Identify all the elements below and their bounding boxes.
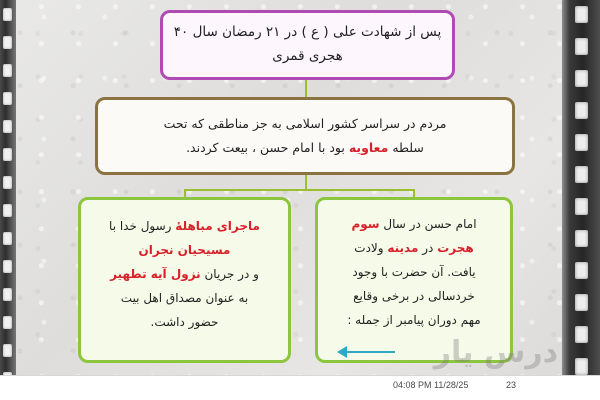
right-line2-mid: در (418, 241, 438, 255)
second-line2-prefix: سلطه (388, 140, 424, 155)
connector-top-to-second (305, 80, 307, 97)
left-line4: به عنوان مصداق اهل بیت (120, 291, 249, 305)
left-line1-rest: رسول خدا با (109, 219, 176, 233)
left-line3-highlight: نزول آیه تطهیر (110, 267, 201, 281)
right-line2-suffix: ولادت (354, 241, 388, 255)
second-line2-highlight: معاویه (348, 140, 389, 155)
node-second-text (164, 112, 447, 160)
watermark-text: درس یار (433, 335, 558, 370)
left-line3-prefix: و در جریان (200, 267, 259, 281)
right-line1-highlight: سوم (351, 217, 380, 231)
node-top-statement (160, 10, 455, 80)
left-line1-highlight: ماجرای مباهلهٔ (175, 219, 260, 233)
node-left-text (93, 208, 276, 334)
right-line4: خردسالی در برخی وقایع (353, 289, 475, 303)
timestamp-label: 04:08 PM 11/28/25 (393, 380, 469, 390)
node-mubahala-statement (78, 197, 291, 363)
right-line3: یافت. آن حضرت با وجود (352, 265, 476, 279)
node-allegiance-statement (95, 97, 515, 175)
right-line5: مهم دوران پیامبر از جمله : (347, 313, 481, 327)
footer-bar (0, 375, 600, 400)
node-right-text (330, 208, 498, 332)
left-arrow-icon (337, 346, 397, 358)
right-line1-prefix: امام حسن در سال (379, 217, 477, 231)
node-top-text: پس از شهادت علی ( ع ) در ۲۱ رمضان سال ۴۰ هجری قمری (173, 24, 442, 64)
film-strip-left (0, 0, 16, 400)
connector-second-down (305, 175, 307, 189)
connector-horizontal-split (184, 189, 414, 191)
right-line2-highlight1: هجرت (437, 241, 474, 255)
film-strip-right (562, 0, 600, 400)
second-line1: مردم در سراسر کشور اسلامی به جز مناطقی که تحت (163, 116, 447, 132)
left-line2: مسیحیان نجران (138, 243, 231, 257)
right-line2-highlight2: مدینه (387, 241, 419, 255)
page-number-label: 23 (506, 380, 517, 390)
left-line5: حضور داشت. (150, 315, 219, 329)
second-line2-suffix: بود با امام حسن ، بیعت کردند. (186, 140, 349, 155)
